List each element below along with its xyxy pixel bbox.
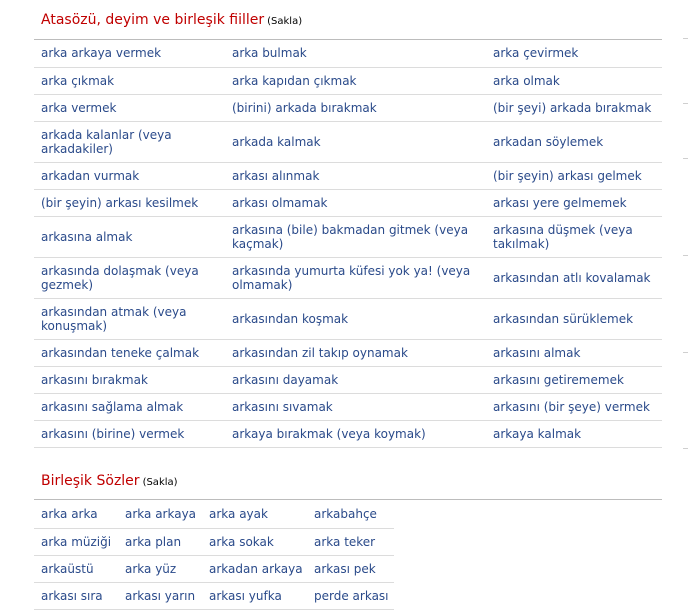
idioms-term-link[interactable]: arka çevirmek — [493, 46, 579, 61]
idioms-term-link[interactable]: arka çıkmak — [41, 73, 115, 88]
compounds-term-link[interactable]: arka ayak — [209, 506, 268, 521]
compounds-term-link[interactable]: arka sokak — [209, 534, 274, 549]
right-edge-mark — [683, 103, 688, 104]
idioms-table — [34, 40, 662, 448]
compounds-term-link[interactable]: arka plan — [125, 534, 182, 549]
right-edge-mark — [683, 38, 688, 39]
idioms-table-cell — [225, 298, 486, 339]
idioms-term-link[interactable]: arkası yere gelmemek — [493, 195, 627, 210]
compounds-table-cell — [307, 528, 394, 555]
idioms-term-link[interactable]: arkaya bırakmak (veya koymak) — [232, 426, 426, 441]
idioms-term-link[interactable]: arkasını sıvamak — [232, 399, 333, 414]
idioms-term-link[interactable]: arkasından teneke çalmak — [41, 345, 200, 360]
compounds-term-link[interactable]: arkaüstü — [41, 561, 94, 576]
idioms-table-row — [34, 40, 662, 67]
idioms-table-cell — [34, 339, 225, 366]
idioms-term-link[interactable]: arkada kalanlar (veya arkadakiler) — [41, 127, 172, 156]
idioms-table-cell — [225, 339, 486, 366]
compounds-term-link[interactable]: arka müziği — [41, 534, 112, 549]
compounds-table-cell — [118, 555, 202, 582]
idioms-term-link[interactable]: (bir şeyin) arkası gelmek — [493, 168, 642, 183]
idioms-term-link[interactable]: arka bulmak — [232, 46, 307, 61]
idioms-table-cell — [34, 162, 225, 189]
idioms-term-link[interactable]: arkasında dolaşmak (veya gezmek) — [41, 263, 199, 292]
idioms-term-link[interactable]: arka kapıdan çıkmak — [232, 73, 357, 88]
idioms-table-cell — [34, 393, 225, 420]
idioms-table-cell — [486, 257, 662, 298]
idioms-table-row — [34, 121, 662, 162]
idioms-table-cell — [225, 420, 486, 447]
idioms-table-cell — [486, 94, 662, 121]
right-edge-mark — [683, 352, 688, 353]
compounds-term-link[interactable]: arkası yufka — [209, 588, 282, 603]
idioms-term-link[interactable]: arkasına almak — [41, 229, 133, 244]
compounds-term-link[interactable]: arka arkaya — [125, 506, 197, 521]
compounds-table-cell — [118, 500, 202, 528]
idioms-table-cell — [225, 94, 486, 121]
compounds-title: Birleşik Sözler — [41, 473, 140, 489]
idioms-term-link[interactable]: (birini) arkada bırakmak — [232, 100, 377, 115]
compounds-table-cell — [307, 500, 394, 528]
idioms-term-link[interactable]: arkası alınmak — [232, 168, 320, 183]
idioms-table-row — [34, 216, 662, 257]
compounds-term-link[interactable]: arka teker — [314, 534, 376, 549]
idioms-table-cell — [34, 67, 225, 94]
idioms-table-cell — [486, 420, 662, 447]
idioms-table-cell — [486, 216, 662, 257]
compounds-term-link[interactable]: arkabahçe — [314, 506, 377, 521]
idioms-table-row — [34, 189, 662, 216]
idioms-table-cell — [486, 339, 662, 366]
compounds-table-cell — [34, 555, 118, 582]
idioms-hide-toggle[interactable]: (Sakla) — [267, 16, 303, 27]
idioms-table-row — [34, 298, 662, 339]
compounds-table-cell — [202, 555, 307, 582]
idioms-term-link[interactable]: arkasına (bile) bakmadan gitmek (veya kaçmak) — [232, 222, 469, 251]
compounds-term-link[interactable]: arkası pek — [314, 561, 376, 576]
idioms-term-link[interactable]: arkada kalmak — [232, 134, 321, 149]
idioms-term-link[interactable]: arkası olmamak — [232, 195, 328, 210]
idioms-term-link[interactable]: arkasını sağlama almak — [41, 399, 184, 414]
idioms-table-cell — [225, 189, 486, 216]
idioms-term-link[interactable]: arkasından atlı kovalamak — [493, 270, 651, 285]
idioms-table-cell — [34, 121, 225, 162]
idioms-table-row — [34, 420, 662, 447]
idioms-term-link[interactable]: arkadan söylemek — [493, 134, 604, 149]
idioms-table-cell — [34, 257, 225, 298]
idioms-table-cell — [486, 298, 662, 339]
idioms-term-link[interactable]: arkasına düşmek (veya takılmak) — [493, 222, 633, 251]
idioms-section-title — [41, 12, 302, 28]
idioms-table-cell — [486, 393, 662, 420]
idioms-term-link[interactable]: arkadan vurmak — [41, 168, 140, 183]
idioms-title: Atasözü, deyim ve birleşik fiiller — [41, 12, 265, 28]
compounds-table-row — [34, 528, 394, 555]
compounds-section-title — [41, 473, 178, 489]
idioms-term-link[interactable]: arka arkaya vermek — [41, 46, 162, 61]
idioms-table-cell — [34, 40, 225, 67]
compounds-term-link[interactable]: perde arkası — [314, 588, 389, 603]
idioms-term-link[interactable]: arka olmak — [493, 73, 560, 88]
idioms-table-cell — [34, 189, 225, 216]
idioms-term-link[interactable]: arkasını (bir şeye) vermek — [493, 399, 650, 414]
idioms-table-cell — [486, 40, 662, 67]
idioms-table-cell — [34, 94, 225, 121]
idioms-table-cell — [34, 298, 225, 339]
compounds-term-link[interactable]: arka yüz — [125, 561, 177, 576]
idioms-term-link[interactable]: arkasından koşmak — [232, 311, 349, 326]
idioms-term-link[interactable]: (bir şeyin) arkası kesilmek — [41, 195, 199, 210]
idioms-table-row — [34, 339, 662, 366]
idioms-term-link[interactable]: arkasından atmak (veya konuşmak) — [41, 304, 187, 333]
idioms-term-link[interactable]: arkaya kalmak — [493, 426, 582, 441]
compounds-table-cell — [118, 528, 202, 555]
idioms-table-cell — [34, 216, 225, 257]
idioms-term-link[interactable]: arkasını getirememek — [493, 372, 624, 387]
idioms-table-cell — [486, 189, 662, 216]
idioms-table-cell — [225, 393, 486, 420]
compounds-table-cell — [202, 500, 307, 528]
idioms-table-cell — [486, 121, 662, 162]
compounds-table-cell — [307, 555, 394, 582]
idioms-table-cell — [486, 162, 662, 189]
compounds-table-cell — [118, 582, 202, 609]
compounds-hide-toggle[interactable]: (Sakla) — [142, 477, 178, 488]
compounds-term-link[interactable]: arkası yarın — [125, 588, 196, 603]
idioms-table-cell — [486, 366, 662, 393]
compounds-table-row — [34, 555, 394, 582]
idioms-table-cell — [225, 216, 486, 257]
idioms-table-cell — [34, 366, 225, 393]
idioms-table-cell — [225, 121, 486, 162]
idioms-term-link[interactable]: arkasından sürüklemek — [493, 311, 634, 326]
idioms-term-link[interactable]: arkasını almak — [493, 345, 581, 360]
right-edge-mark — [683, 158, 688, 159]
compounds-table-cell — [202, 528, 307, 555]
compounds-table-cell — [202, 582, 307, 609]
idioms-term-link[interactable]: arkasını bırakmak — [41, 372, 148, 387]
idioms-term-link[interactable]: arkasını (birine) vermek — [41, 426, 185, 441]
idioms-table-row — [34, 366, 662, 393]
idioms-term-link[interactable]: arkasında yumurta küfesi yok ya! (veya olmamak) — [232, 263, 471, 292]
idioms-term-link[interactable]: arkasından zil takıp oynamak — [232, 345, 408, 360]
compounds-term-link[interactable]: arkası sıra — [41, 588, 103, 603]
idioms-table-row — [34, 162, 662, 189]
right-edge-mark — [683, 448, 688, 449]
idioms-table-row — [34, 94, 662, 121]
idioms-table-cell — [225, 257, 486, 298]
idioms-term-link[interactable]: arkasını dayamak — [232, 372, 339, 387]
idioms-table-cell — [34, 420, 225, 447]
right-edge-mark — [683, 255, 688, 256]
compounds-table — [34, 500, 394, 610]
compounds-table-cell — [34, 582, 118, 609]
compounds-table-cell — [34, 500, 118, 528]
idioms-table-cell — [486, 67, 662, 94]
idioms-table-cell — [225, 40, 486, 67]
compounds-table-row — [34, 500, 394, 528]
idioms-table-cell — [225, 162, 486, 189]
compounds-term-link[interactable]: arkadan arkaya — [209, 561, 303, 576]
idioms-table-row — [34, 257, 662, 298]
idioms-term-link[interactable]: arka vermek — [41, 100, 117, 115]
compounds-table-cell — [34, 528, 118, 555]
idioms-table-row — [34, 393, 662, 420]
compounds-table-cell — [307, 582, 394, 609]
idioms-table-cell — [225, 67, 486, 94]
idioms-table-row — [34, 67, 662, 94]
idioms-table-cell — [225, 366, 486, 393]
compounds-term-link[interactable]: arka arka — [41, 506, 98, 521]
compounds-table-row — [34, 582, 394, 609]
idioms-term-link[interactable]: (bir şeyi) arkada bırakmak — [493, 100, 652, 115]
